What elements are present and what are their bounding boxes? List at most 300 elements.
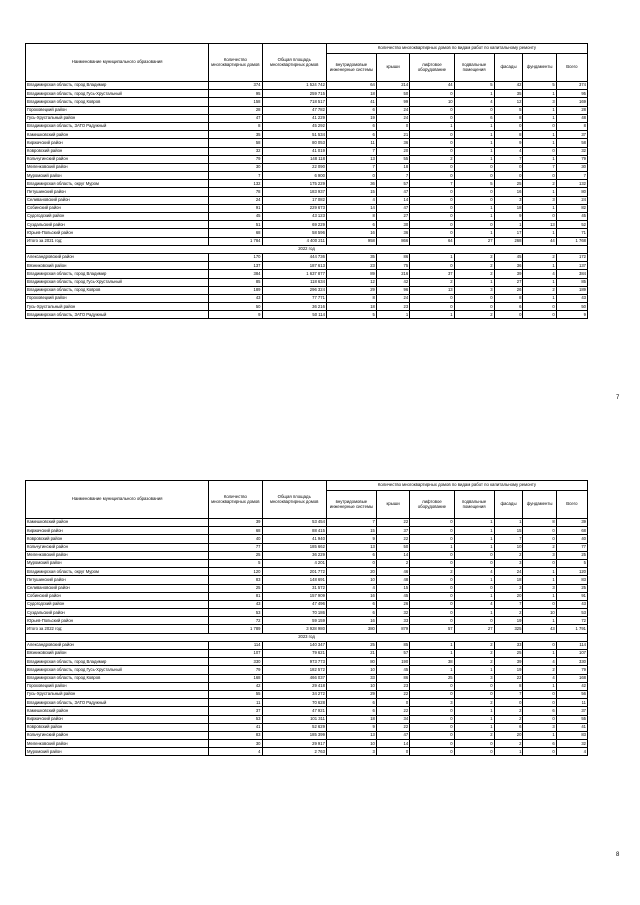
row-value-cell: 21 (376, 131, 409, 139)
row-value-cell: 4 (523, 674, 556, 682)
row-value-cell: 3 (410, 699, 454, 707)
row-value-cell: 26 (494, 286, 523, 294)
row-value-cell: 28 (209, 106, 262, 114)
row-value-cell: 80 (326, 658, 376, 666)
row-value-cell: 3 (454, 286, 494, 294)
header-basement: подвальные помещения (454, 491, 494, 519)
row-value-cell: 59 159 (262, 617, 326, 625)
table-row (26, 519, 588, 527)
row-name-cell: Киржачский район (26, 527, 209, 535)
row-value-cell: 216 (376, 270, 409, 278)
row-value-cell: 78 (209, 188, 262, 196)
row-value-cell: 9 (556, 311, 587, 319)
row-value-cell: 96 (376, 286, 409, 294)
row-value-cell: 46 (376, 568, 409, 576)
row-value-cell: 2 (410, 278, 454, 286)
row-value-cell: 0 (523, 311, 556, 319)
row-value-cell: 2 (376, 559, 409, 567)
table-row (26, 650, 588, 658)
table-row (26, 213, 588, 221)
table-row (26, 707, 588, 715)
row-value-cell: 187 613 (262, 262, 326, 270)
row-value-cell: 374 (556, 82, 587, 90)
row-value-cell: 4 201 (262, 559, 326, 567)
table-row (26, 617, 588, 625)
header-facade: фасады (494, 54, 523, 82)
row-value-cell: 0 (454, 172, 494, 180)
row-value-cell: 0 (454, 584, 494, 592)
row-name-cell: Суздальский район (26, 221, 209, 229)
row-value-cell: 0 (410, 229, 454, 237)
row-value-cell: 7 (556, 172, 587, 180)
row-name-cell: Владимирская область, ЗАТО Радужный (26, 122, 209, 130)
table-row (26, 559, 588, 567)
row-value-cell: 1 (410, 650, 454, 658)
row-value-cell: 39 (556, 519, 587, 527)
row-name-cell: Кольчугинский район (26, 155, 209, 163)
row-value-cell: 20 (494, 592, 523, 600)
row-value-cell: 22 (376, 519, 409, 527)
table-row (26, 98, 588, 106)
row-value-cell: 47 (376, 204, 409, 212)
header-row (26, 44, 588, 54)
row-value-cell: 1 (523, 204, 556, 212)
row-value-cell: 53 (556, 609, 587, 617)
header-area: Общая площадь многоквартирных домов (262, 44, 326, 82)
row-value-cell: 1 (523, 106, 556, 114)
row-value-cell: 14 (376, 740, 409, 748)
row-value-cell: 1 (523, 568, 556, 576)
table-row (26, 535, 588, 543)
row-value-cell: 43 123 (262, 213, 326, 221)
row-value-cell: 11 (209, 699, 262, 707)
row-value-cell: 1 (523, 731, 556, 739)
row-value-cell: 444 736 (262, 253, 326, 261)
row-value-cell: 22 (494, 674, 523, 682)
header-basement: подвальные помещения (454, 54, 494, 82)
table-row (26, 658, 588, 666)
row-value-cell: 4 (209, 748, 262, 756)
row-name-cell: Владимирская область, город Гусь-Хрустальный (26, 278, 209, 286)
table-row (26, 699, 588, 707)
row-value-cell: 1 (410, 543, 454, 551)
row-value-cell: 1 791 (556, 625, 587, 633)
row-value-cell: 1 (523, 294, 556, 302)
table-row (26, 303, 588, 311)
row-value-cell: 0 (410, 139, 454, 147)
row-value-cell: 0 (523, 213, 556, 221)
row-value-cell: 26 (376, 600, 409, 608)
row-value-cell: 1 (454, 666, 494, 674)
row-value-cell: 4 (454, 568, 494, 576)
row-value-cell: 83 (556, 731, 587, 739)
row-value-cell: 58 (556, 139, 587, 147)
row-value-cell: 1 (454, 715, 494, 723)
row-value-cell: 6 (454, 114, 494, 122)
table-row (26, 294, 588, 302)
row-value-cell: 0 (494, 699, 523, 707)
table-row (26, 568, 588, 576)
row-value-cell: 148 691 (262, 576, 326, 584)
row-value-cell: 0 (454, 740, 494, 748)
row-value-cell: 1 (454, 147, 494, 155)
header-area: Общая площадь многоквартирных домов (262, 481, 326, 519)
table-row (26, 584, 588, 592)
table-row (26, 270, 588, 278)
row-name-cell: Владимирская область, город Владимир (26, 658, 209, 666)
row-value-cell: 28 (556, 106, 587, 114)
table-row (26, 674, 588, 682)
row-value-cell: 148 118 (262, 155, 326, 163)
row-value-cell: 5 (523, 82, 556, 90)
row-value-cell: 1 (523, 278, 556, 286)
row-value-cell: 27 (454, 625, 494, 633)
row-value-cell: 32 (556, 147, 587, 155)
row-value-cell: 1 768 (556, 237, 587, 245)
row-value-cell: 118 634 (262, 278, 326, 286)
row-value-cell: 6 (326, 699, 376, 707)
row-value-cell: 0 (523, 699, 556, 707)
row-value-cell: 7 (326, 147, 376, 155)
row-value-cell: 0 (326, 172, 376, 180)
row-value-cell: 0 (523, 172, 556, 180)
row-value-cell: 25 (209, 584, 262, 592)
row-value-cell: 9 (209, 311, 262, 319)
row-value-cell: 0 (410, 303, 454, 311)
row-value-cell: 268 (494, 237, 523, 245)
row-value-cell: 16 (326, 617, 376, 625)
row-value-cell: 85 (556, 278, 587, 286)
header-roof: крыши (376, 491, 409, 519)
table-row (26, 188, 588, 196)
row-value-cell: 45 (494, 253, 523, 261)
row-value-cell: 68 (556, 527, 587, 535)
row-value-cell: 5 (556, 559, 587, 567)
row-value-cell: 18 (494, 204, 523, 212)
row-name-cell: Владимирская область, город Гусь-Хрустальный (26, 90, 209, 98)
row-value-cell: 22 090 (262, 163, 326, 171)
row-value-cell: 0 (410, 617, 454, 625)
row-value-cell: 22 (376, 690, 409, 698)
row-value-cell: 0 (410, 147, 454, 155)
row-value-cell: 37 (556, 707, 587, 715)
row-value-cell: 120 (556, 568, 587, 576)
row-value-cell: 39 (209, 519, 262, 527)
row-value-cell: 1 (523, 114, 556, 122)
row-value-cell: 50 (376, 90, 409, 98)
row-value-cell: 24 (494, 568, 523, 576)
row-value-cell: 36 216 (262, 303, 326, 311)
row-value-cell: 45 292 (262, 122, 326, 130)
row-value-cell: 23 (376, 303, 409, 311)
row-value-cell: 1 (523, 229, 556, 237)
row-value-cell: 79 621 (262, 650, 326, 658)
row-value-cell: 1 524 742 (262, 82, 326, 90)
table-row (26, 122, 588, 130)
row-value-cell: 1 (454, 519, 494, 527)
row-value-cell: 190 (376, 658, 409, 666)
row-value-cell: 58 596 (262, 229, 326, 237)
row-name-cell: Камешковский район (26, 707, 209, 715)
row-value-cell: 958 (326, 237, 376, 245)
row-value-cell: 16 (326, 592, 376, 600)
row-value-cell: 0 (410, 294, 454, 302)
table-row (26, 221, 588, 229)
row-value-cell: 8 (556, 122, 587, 130)
row-name-cell: Судогодский район (26, 213, 209, 221)
row-value-cell: 71 (556, 229, 587, 237)
table-row (26, 155, 588, 163)
row-name-cell: Гороховецкий район (26, 294, 209, 302)
row-value-cell: 9 (326, 723, 376, 731)
row-value-cell: 75 (376, 262, 409, 270)
row-value-cell: 1 (494, 221, 523, 229)
row-name-cell: Муромский район (26, 559, 209, 567)
row-value-cell: 0 (523, 690, 556, 698)
row-name-cell: Меленковский район (26, 740, 209, 748)
row-value-cell: 6 (326, 600, 376, 608)
row-value-cell: 21 (326, 650, 376, 658)
row-value-cell: 1 (523, 188, 556, 196)
row-value-cell: 330 (209, 658, 262, 666)
row-value-cell: 86 (376, 253, 409, 261)
row-value-cell: 0 (410, 114, 454, 122)
row-value-cell: 36 (494, 262, 523, 270)
row-value-cell: 7 (494, 535, 523, 543)
row-name-cell: Собинский район (26, 204, 209, 212)
row-value-cell: 88 415 (262, 527, 326, 535)
row-value-cell: 9 (494, 213, 523, 221)
row-value-cell: 1 (523, 592, 556, 600)
row-value-cell: 0 (410, 204, 454, 212)
row-value-cell: 7 (523, 163, 556, 171)
table-row (26, 625, 588, 633)
row-value-cell: 68 (209, 229, 262, 237)
row-value-cell: 879 (376, 625, 409, 633)
row-value-cell: 30 (376, 221, 409, 229)
row-value-cell: 41 (326, 98, 376, 106)
table-row (26, 139, 588, 147)
row-value-cell: 1 (494, 519, 523, 527)
table-row (26, 609, 588, 617)
row-value-cell: 1 (454, 90, 494, 98)
row-value-cell: 64 (326, 82, 376, 90)
row-value-cell: 325 (494, 625, 523, 633)
row-value-cell: 20 (376, 147, 409, 155)
row-name-cell: Судогодский район (26, 600, 209, 608)
table-row (26, 278, 588, 286)
row-value-cell: 27 (454, 237, 494, 245)
data-table (25, 480, 588, 756)
row-value-cell: 8 (494, 682, 523, 690)
row-name-cell: Кольчугинский район (26, 731, 209, 739)
row-value-cell: 1 784 (209, 237, 262, 245)
row-value-cell: 51 534 (262, 131, 326, 139)
row-name-cell: Селивановский район (26, 584, 209, 592)
row-value-cell: 13 (523, 221, 556, 229)
row-value-cell: 27 (376, 213, 409, 221)
header-total: Всего (556, 491, 587, 519)
row-value-cell: 43 (209, 294, 262, 302)
row-value-cell: 83 (209, 576, 262, 584)
row-value-cell: 30 (209, 163, 262, 171)
row-name-cell: Ковровский район (26, 147, 209, 155)
header-name: Наименование муниципального образования (26, 44, 209, 82)
row-value-cell: 27 (494, 278, 523, 286)
row-value-cell: 70 186 (262, 609, 326, 617)
row-value-cell: 229 673 (262, 204, 326, 212)
row-value-cell: 44 (523, 237, 556, 245)
row-value-cell: 132 (209, 180, 262, 188)
page-number-8: 8 (616, 852, 620, 858)
row-value-cell: 330 (556, 658, 587, 666)
row-value-cell: 157 909 (262, 592, 326, 600)
row-value-cell: 37 (556, 131, 587, 139)
row-value-cell: 0 (454, 196, 494, 204)
row-value-cell: 6 (494, 303, 523, 311)
header-total: Всего (556, 54, 587, 82)
row-value-cell: 6 (523, 707, 556, 715)
row-value-cell: 2 (454, 699, 494, 707)
row-value-cell: 0 (454, 106, 494, 114)
row-value-cell: 37 (376, 527, 409, 535)
row-value-cell: 168 (209, 674, 262, 682)
row-value-cell: 866 (376, 237, 409, 245)
row-value-cell: 25 (494, 180, 523, 188)
capital-repair-table-page-7 (25, 43, 588, 319)
table-row (26, 253, 588, 261)
row-name-cell: Юрьев-Польский район (26, 229, 209, 237)
row-name-cell: Гусь-Хрустальный район (26, 303, 209, 311)
row-value-cell: 45 (209, 213, 262, 221)
row-value-cell: 3 (494, 559, 523, 567)
row-value-cell: 83 (209, 731, 262, 739)
row-value-cell: 1 (454, 723, 494, 731)
row-value-cell: 48 (376, 576, 409, 584)
row-value-cell: 2 (410, 568, 454, 576)
row-value-cell: 1 (410, 666, 454, 674)
row-value-cell: 374 (209, 82, 262, 90)
row-value-cell: 7 (209, 172, 262, 180)
row-value-cell: 15 (376, 584, 409, 592)
row-value-cell: 0 (410, 600, 454, 608)
row-value-cell: 43 (523, 625, 556, 633)
row-value-cell: 0 (454, 551, 494, 559)
row-value-cell: 82 (556, 204, 587, 212)
row-value-cell: 70 628 (262, 699, 326, 707)
row-name-cell: Киржачский район (26, 715, 209, 723)
row-value-cell: 95 (209, 90, 262, 98)
row-name-cell: Камешковский район (26, 131, 209, 139)
header-count: Количество многоквартирных домов (209, 44, 262, 82)
table-row (26, 690, 588, 698)
row-value-cell: 107 (556, 650, 587, 658)
row-name-cell: Вязниковский район (26, 650, 209, 658)
row-value-cell: 2 (454, 262, 494, 270)
row-value-cell: 1 (494, 748, 523, 756)
row-value-cell: 39 (494, 270, 523, 278)
row-value-cell: 35 (326, 253, 376, 261)
row-value-cell: 14 (376, 551, 409, 559)
table-row (26, 147, 588, 155)
row-value-cell: 120 (209, 568, 262, 576)
row-value-cell: 6 (523, 740, 556, 748)
capital-repair-table-page-8 (25, 480, 588, 756)
row-value-cell: 77 (556, 543, 587, 551)
row-value-cell: 33 (376, 617, 409, 625)
row-value-cell: 18 (326, 715, 376, 723)
row-value-cell: 0 (410, 584, 454, 592)
row-value-cell: 45 (376, 592, 409, 600)
row-value-cell: 32 (376, 609, 409, 617)
row-value-cell: 10 (326, 682, 376, 690)
row-value-cell: 10 (326, 740, 376, 748)
row-value-cell: 15 (494, 527, 523, 535)
row-name-cell: Ковровский район (26, 723, 209, 731)
row-value-cell: 89 (326, 270, 376, 278)
row-value-cell: 0 (410, 731, 454, 739)
row-value-cell: 30 (209, 740, 262, 748)
row-name-cell: Владимирская область, ЗАТО Радужный (26, 699, 209, 707)
row-value-cell: 14 (376, 196, 409, 204)
row-name-cell: Гороховецкий район (26, 682, 209, 690)
row-value-cell: 0 (494, 122, 523, 130)
row-value-cell: 0 (454, 163, 494, 171)
row-value-cell: 22 (376, 535, 409, 543)
row-value-cell: 2 (523, 253, 556, 261)
row-value-cell: 0 (454, 221, 494, 229)
table-row (26, 114, 588, 122)
row-value-cell: 0 (523, 559, 556, 567)
row-value-cell: 0 (410, 723, 454, 731)
row-value-cell: 42 (494, 82, 523, 90)
row-value-cell: 1 (410, 311, 454, 319)
row-value-cell: 17 (494, 229, 523, 237)
row-value-cell: 29 418 (262, 682, 326, 690)
row-value-cell: 50 (209, 303, 262, 311)
row-value-cell: 0 (523, 147, 556, 155)
row-value-cell: 15 (326, 188, 376, 196)
row-value-cell: 41 229 (262, 114, 326, 122)
row-value-cell: 40 (209, 535, 262, 543)
year-label: 2022 год (26, 245, 588, 253)
row-value-cell: 8 (326, 213, 376, 221)
row-value-cell: 185 662 (262, 543, 326, 551)
table-row (26, 527, 588, 535)
table-row (26, 131, 588, 139)
row-value-cell: 24 (209, 196, 262, 204)
row-value-cell: 2 (454, 253, 494, 261)
row-value-cell: 95 (556, 90, 587, 98)
row-value-cell: 8 (494, 114, 523, 122)
row-value-cell: 0 (410, 748, 454, 756)
row-value-cell: 0 (410, 690, 454, 698)
row-value-cell: 80 (556, 188, 587, 196)
row-value-cell: 24 (556, 196, 587, 204)
table-row (26, 641, 588, 649)
row-value-cell: 107 (209, 650, 262, 658)
row-value-cell: 2 (454, 658, 494, 666)
row-value-cell: 0 (410, 535, 454, 543)
table-row (26, 106, 588, 114)
row-value-cell: 47 (209, 114, 262, 122)
row-name-cell: Гусь-Хрустальный район (26, 114, 209, 122)
row-value-cell: 0 (410, 527, 454, 535)
row-value-cell: 64 (410, 237, 454, 245)
table-row (26, 715, 588, 723)
row-name-cell: Владимирская область, ЗАТО Радужный (26, 311, 209, 319)
row-value-cell: 91 (209, 204, 262, 212)
